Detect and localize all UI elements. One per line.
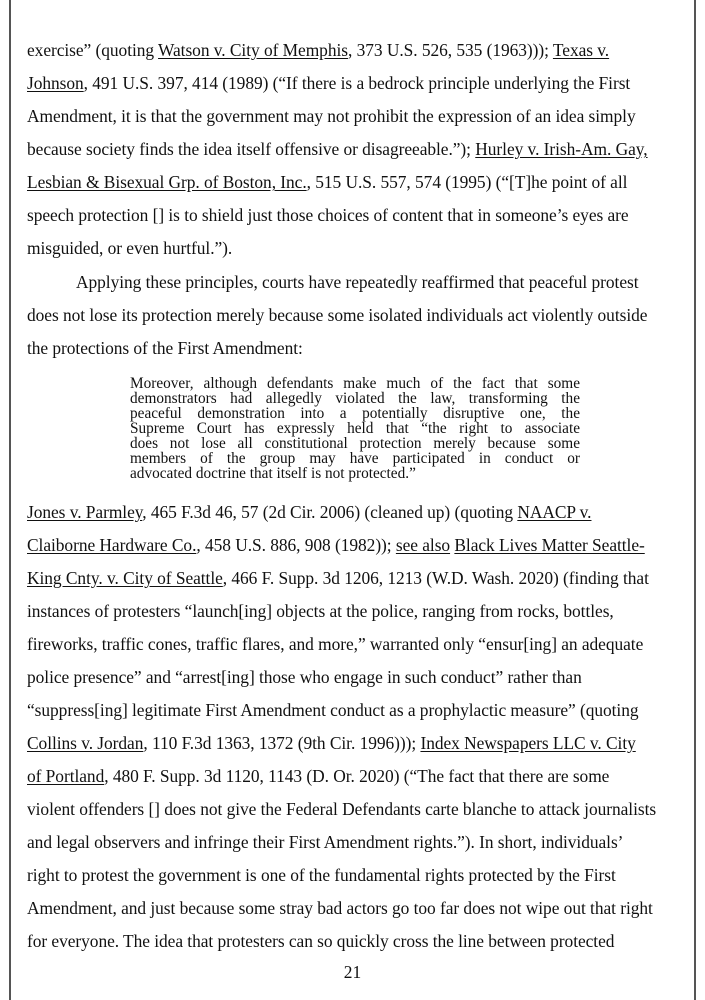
text-line (27, 830, 623, 854)
text-line (27, 71, 630, 95)
text-line (27, 698, 639, 722)
text-line (27, 336, 303, 360)
text-run: , 466 F. Supp. 3d 1206, 1213 (W.D. Wash. 2020) (finding that (222, 568, 649, 588)
case-citation: Index Newspapers LLC v. City (420, 733, 636, 753)
block-quote-line: peaceful demonstration into a potentially disruptive one, the (130, 405, 580, 422)
text-line (27, 236, 232, 260)
text-line (27, 137, 648, 161)
text-run: Amendment, and just because some stray bad actors go too far does not wipe out that right (27, 898, 653, 918)
text-run: , 110 F.3d 1363, 1372 (9th Cir. 1996))); (143, 733, 421, 753)
text-run: , 480 F. Supp. 3d 1120, 1143 (D. Or. 2020) (“The fact that there are some (104, 766, 610, 786)
text-run: Amendment, it is that the government may not prohibit the expression of an idea simply (27, 106, 636, 126)
block-quote-line: demonstrators had allegedly violated the law, transforming the (130, 390, 580, 407)
block-quote-line: Supreme Court has expressly held that “the right to associate (130, 420, 580, 437)
text-run: exercise” (quoting (27, 40, 159, 60)
text-line (27, 929, 614, 953)
block-quote-line: Moreover, although defendants make much of the fact that some (130, 375, 580, 392)
text-line (27, 863, 616, 887)
case-citation: Black Lives Matter Seattle- (454, 535, 645, 555)
text-line (27, 303, 647, 327)
text-line (27, 104, 636, 128)
text-run: , 491 U.S. 397, 414 (1989) (“If there is a bedrock principle underlying the First (83, 73, 631, 93)
block-quote-line: advocated doctrine that itself is not protected.” (130, 465, 416, 482)
page-border-right (694, 0, 696, 1000)
text-line (27, 896, 653, 920)
case-citation: Watson v. City of Memphis (158, 40, 348, 60)
text-run: does not lose its protection merely because some isolated individuals act violently outside (27, 305, 648, 325)
case-citation: of Portland (27, 766, 105, 786)
case-citation: Claiborne Hardware Co. (27, 535, 197, 555)
text-run: , 458 U.S. 886, 908 (1982)); (196, 535, 396, 555)
case-citation: Collins v. Jordan (27, 733, 144, 753)
text-run: “suppress[ing] legitimate First Amendment conduct as a prophylactic measure” (quoting (27, 700, 639, 720)
block-quote (130, 376, 580, 481)
text-line (76, 270, 639, 294)
case-citation: Texas v. (552, 40, 610, 60)
text-line (27, 203, 629, 227)
block-quote-line: members of the group may have participated in conduct or (130, 450, 580, 467)
case-citation: Johnson (27, 73, 84, 93)
text-line (27, 566, 649, 590)
text-line (27, 665, 582, 689)
text-line (27, 533, 645, 557)
text-run: , 373 U.S. 526, 535 (1963))); (347, 40, 553, 60)
case-citation: Jones v. Parmley (27, 502, 143, 522)
text-run: , 465 F.3d 46, 57 (2d Cir. 2006) (cleaned up) (quoting (142, 502, 518, 522)
text-line (27, 500, 591, 524)
block-quote-line: does not lose all constitutional protection merely because some (130, 435, 580, 452)
text-run: fireworks, traffic cones, traffic flares, and more,” warranted only “ensur[ing] an adequate (27, 634, 644, 654)
text-run: police presence” and “arrest[ing] those who engage in such conduct” rather than (27, 667, 582, 687)
text-run: violent offenders [] does not give the Federal Defendants carte blanche to attack journalists (27, 799, 657, 819)
text-run: instances of protesters “launch[ing] objects at the police, ranging from rocks, bottles, (27, 601, 614, 621)
text-run: right to protest the government is one of the fundamental rights protected by the First (27, 865, 616, 885)
text-run: because society finds the idea itself offensive or disagreeable.”); (27, 139, 476, 159)
text-line (27, 38, 609, 62)
text-line (27, 731, 636, 755)
text-run: the protections of the First Amendment: (27, 338, 303, 358)
text-line (27, 599, 614, 623)
text-run: , 515 U.S. 557, 574 (1995) (“[T]he point of all (306, 172, 628, 192)
text-run: speech protection [] is to shield just those choices of content that in someone’s eyes are (27, 205, 629, 225)
page-border-left (9, 0, 11, 1000)
page-number: 21 (343, 962, 362, 982)
case-citation: Lesbian & Bisexual Grp. of Boston, Inc. (27, 172, 307, 192)
text-run: Applying these principles, courts have repeatedly reaffirmed that peaceful protest (76, 272, 639, 292)
text-run: and legal observers and infringe their First Amendment rights.”). In short, individuals’ (27, 832, 624, 852)
text-line (27, 170, 627, 194)
text-run: for everyone. The idea that protesters can so quickly cross the line between protected (27, 931, 615, 951)
case-citation: NAACP v. (517, 502, 592, 522)
text-line (27, 632, 643, 656)
case-citation: King Cnty. v. City of Seattle (27, 568, 223, 588)
text-line (27, 797, 656, 821)
case-citation: Hurley v. Irish-Am. Gay, (475, 139, 648, 159)
text-line (27, 764, 609, 788)
case-citation: see also (395, 535, 451, 555)
text-run: misguided, or even hurtful.”). (27, 238, 233, 258)
